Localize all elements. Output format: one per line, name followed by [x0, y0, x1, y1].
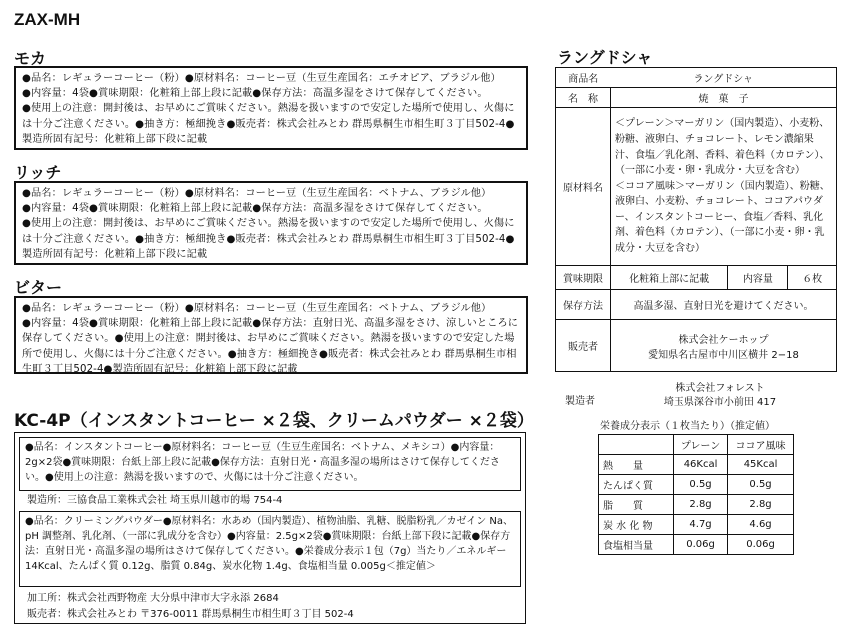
raw-value — [611, 108, 837, 266]
richi-line: ●内容量：4袋●賞味期限：化粧箱上部上段に記載●保存方法：高温多湿をさけて保存してください。 — [22, 203, 488, 215]
instant-coffee-text: ●品名：インスタントコーヒー●原材料名：コーヒー豆（生豆生産国名：ベトナム、メキシコ）●内容量：2g×2袋●賞味期限：台紙上部上段に記載●保存方法：直射日光・高温多湿の場所はさけて保存してください。●使用上の注意：熱湯を扱いますので、火傷には十分ご注意ください。 — [25, 442, 500, 483]
table-row — [599, 455, 794, 475]
raw-plain: ＜プレーン＞マーガリン（国内製造）、小麦粉、粉糖、液卵白、チョコレート、レモン濃縮果汁、食塩／乳化剤、香料、着色料（カロテン）、（一部に小麦・卵・乳成分・大豆を含む） — [615, 118, 830, 177]
qty-value: ６枚 — [788, 266, 837, 290]
cream-powder-box — [19, 511, 521, 587]
richi-label-box — [14, 181, 528, 265]
table-row — [599, 495, 794, 515]
table-row — [556, 88, 837, 108]
nutrition-cocoa: 0.06g — [728, 535, 794, 555]
maker-name: 株式会社フォレスト — [675, 383, 765, 394]
nutrition-plain: 4.7g — [674, 515, 728, 535]
storage-label: 保存方法 — [556, 290, 611, 320]
bitter-line: ●品名：レギュラーコーヒー（粉）●原材料名：コーヒー豆（生豆生産国名：ベトナム、ブラジル他） — [22, 303, 492, 314]
moka-label-box — [14, 66, 528, 150]
seller-label: 販売者 — [556, 320, 611, 372]
table-row — [556, 290, 837, 320]
nutrition-cocoa: 0.5g — [728, 475, 794, 495]
table-row — [599, 515, 794, 535]
nutrition-table — [598, 434, 794, 555]
raw-cocoa: ＜ココア風味＞マーガリン（国内製造）、粉糖、液卵白、小麦粉、チョコレート、ココアパウダー、インスタントコーヒー、食塩／香料、乳化剤、着色料（カロテン）、（一部に小麦・卵・乳成分・大豆を含む） — [615, 180, 830, 255]
richi-line: ●使用上の注意：開封後は、お早めにご賞味ください。熱湯を扱いますので安定した場所で使用し、火傷には十分ご注意ください。●抽き方：極細挽き●販売者：株式会社みとわ 群馬県桐生市相生町３丁目502-4●製造所固有記号：化粧箱上部下段に記載 — [22, 218, 515, 260]
maker-value — [620, 382, 820, 410]
kc4p-title: KC-4P（インスタントコーヒー ×２袋、クリームパウダー ×２袋） — [14, 411, 534, 431]
bitter-title: ビター — [14, 278, 63, 297]
richi-title: リッチ — [14, 163, 62, 182]
nutrition-label: たんぱく質 — [599, 475, 674, 495]
qty-label: 内容量 — [728, 266, 788, 290]
maker-address: 埼玉県深谷市小前田 417 — [663, 397, 777, 408]
seller-address: 愛知県名古屋市中川区横井 2−18 — [648, 349, 799, 361]
cream-powder-text: ●品名：クリーミングパウダー●原材料名：水あめ（国内製造）、植物油脂、乳糖、脱脂粉乳／カゼイン Na、pH 調整剤、乳化剤、（一部に乳成分を含む）●内容量：2.5g×2袋●賞味期限：台紙上部下段に記載●保存方法：直射日光・高温多湿の場所はさけて保存してください。●栄養成分表示１包（7g）当たり／エネルギー 14Kcal、たんぱく質 0.12g、脂質 0.84g、炭水化物 1.4g、食塩相当量 0.005g＜推定値＞ — [25, 516, 514, 572]
nutrition-title: 栄養成分表示（１枚当たり）（推定値） — [600, 421, 775, 432]
table-row — [556, 266, 837, 290]
nutrition-header-blank — [599, 435, 674, 455]
nutrition-cocoa: 45Kcal — [728, 455, 794, 475]
nutrition-label: 炭 水 化 物 — [599, 515, 674, 535]
table-row — [556, 68, 837, 88]
nutrition-plain: 46Kcal — [674, 455, 728, 475]
raw-label: 原材料名 — [556, 108, 611, 266]
nutrition-plain: 2.8g — [674, 495, 728, 515]
nutrition-cocoa: 2.8g — [728, 495, 794, 515]
expiry-value: 化粧箱上部に記載 — [611, 266, 728, 290]
name-value: 焼 菓 子 — [611, 88, 837, 108]
table-row — [556, 108, 837, 266]
moka-title: モカ — [14, 49, 47, 68]
langue-title: ラングドシャ — [557, 48, 653, 67]
storage-value: 高温多湿、直射日光を避けてください。 — [611, 290, 837, 320]
bitter-line: ●内容量：4袋●賞味期限：化粧箱上部上段に記載●保存方法：直射日光、高温多湿をさけ、涼しいところに保存してください。●使用上の注意：開封後は、お早めにご賞味ください。熱湯を扱いますので安定した場所で使用し、火傷には十分ご注意ください。●抽き方：極細挽き●販売者：株式会社みとわ 群馬県桐生市相生町３丁目502-4●製造所固有記号：化粧箱上部下段に記載 — [22, 318, 519, 375]
nutrition-label: 脂 質 — [599, 495, 674, 515]
processor-text: 加工所：株式会社西野物産 大分県中津市大字永添 2684 — [27, 593, 279, 604]
name-label: 名 称 — [556, 88, 611, 108]
seller-value — [611, 320, 837, 372]
instant-coffee-box — [19, 437, 521, 491]
nutrition-plain: 0.06g — [674, 535, 728, 555]
nutrition-label: 熱 量 — [599, 455, 674, 475]
table-row — [599, 475, 794, 495]
langue-label-table — [555, 67, 837, 372]
instant-coffee-maker: 製造所：三協食品工業株式会社 埼玉県川越市的場 754-4 — [27, 495, 283, 506]
seller-text: 販売者：株式会社みとわ 〒376-0011 群馬県桐生市相生町３丁目 502-4 — [27, 609, 354, 620]
kc4p-label-box — [14, 432, 526, 624]
moka-line: ●使用上の注意：開封後は、お早めにご賞味ください。熱湯を扱いますので安定した場所で使用し、火傷には十分ご注意ください。●抽き方：極細挽き●販売者：株式会社みとわ 群馬県桐生市相生町３丁目502-4●製造所固有記号：化粧箱上部下段に記載 — [22, 103, 515, 145]
nutrition-cocoa: 4.6g — [728, 515, 794, 535]
moka-line: ●内容量：4袋●賞味期限：化粧箱上部上段に記載●保存方法：高温多湿をさけて保存してください。 — [22, 88, 488, 100]
page-title: ZAX-MH — [14, 10, 81, 29]
col-plain: プレーン — [674, 435, 728, 455]
richi-line: ●品名：レギュラーコーヒー（粉）●原材料名：コーヒー豆（生豆生産国名：ベトナム、ブラジル他） — [22, 188, 492, 199]
maker-label: 製造者 — [565, 396, 595, 407]
product-value: ラングドシャ — [693, 74, 754, 85]
seller-name: 株式会社ケーホップ — [678, 334, 769, 346]
table-row — [599, 435, 794, 455]
table-row — [599, 535, 794, 555]
moka-line: ●品名：レギュラーコーヒー（粉）●原材料名：コーヒー豆（生豆生産国名：エチオピア、ブラジル他） — [22, 73, 501, 84]
product-label: 商品名 — [568, 74, 599, 85]
nutrition-label: 食塩相当量 — [599, 535, 674, 555]
nutrition-plain: 0.5g — [674, 475, 728, 495]
bitter-label-box — [14, 296, 528, 374]
col-cocoa: ココア風味 — [728, 435, 794, 455]
table-row — [556, 320, 837, 372]
expiry-label: 賞味期限 — [556, 266, 611, 290]
